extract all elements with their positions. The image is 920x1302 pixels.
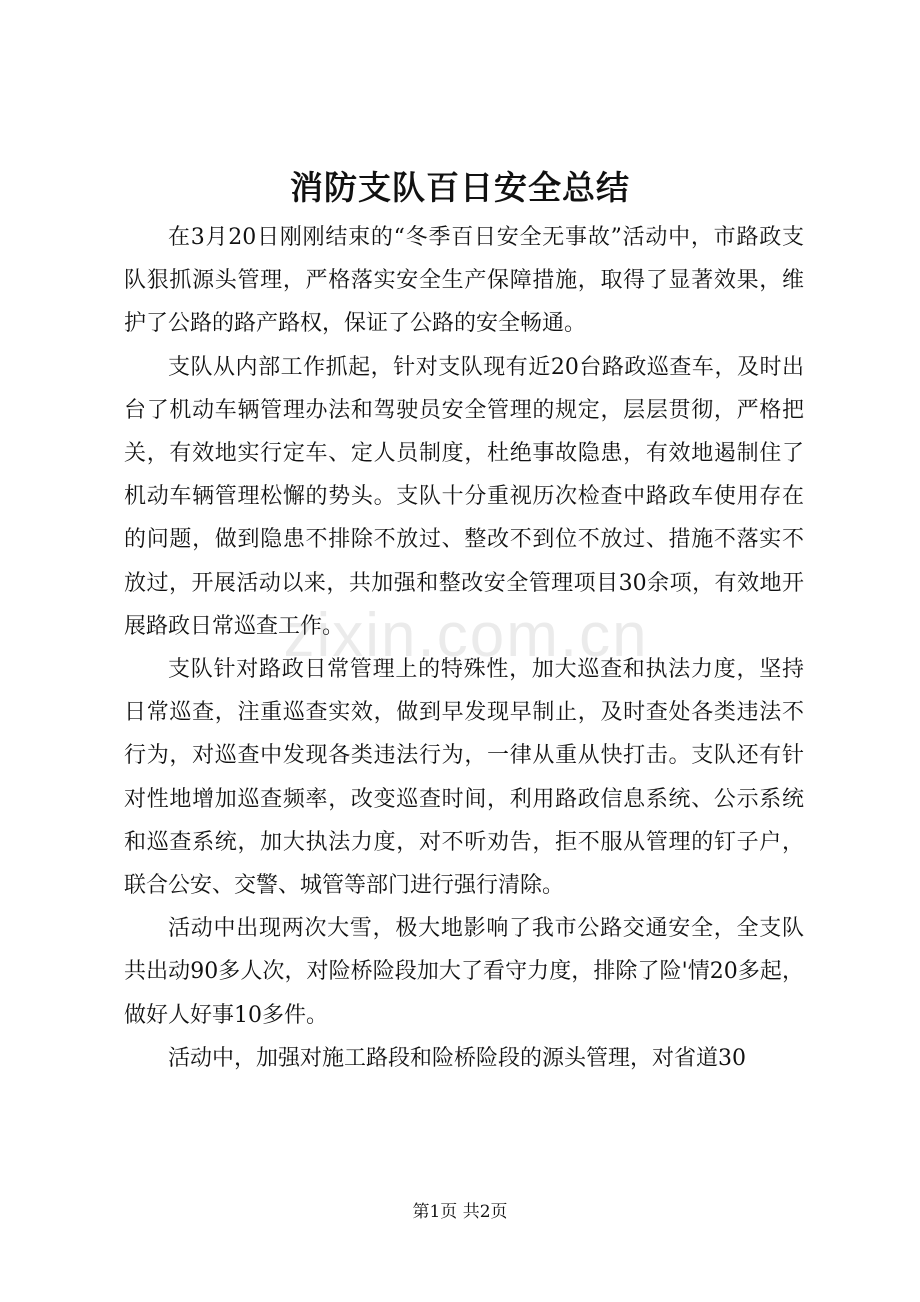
paragraph-5: 活动中，加强对施工路段和险桥险段的源头管理，对省道30 [168,1045,746,1071]
paragraph-1: 在3月20日刚刚结束的“冬季百日安全无事故”活动中，市路政支队狠抓源头管理，严格落实安全生产保障措施，取得了显著效果，维护了公路的路产路权，保证了公路的安全畅通。 [124,225,804,337]
paragraph-3: 支队针对路政日常管理上的特殊性，加大巡查和执法力度，坚持日常巡查，注重巡查实效，做到早发现早制止，及时查处各类违法不行为，对巡查中发现各类违法行为，一律从重从快打击。支队还有针对性地增加巡查频率，改变巡查时间，利用路政信息系统、公示系统和巡查系统，加大执法力度，对不听劝告，拒不服从管理的钉子户，联合公安、交警、城管等部门进行强行清除。 [124,657,804,899]
page-footer: 第1页 共2页 [412,1202,508,1222]
paragraph-2: 支队从内部工作抓起，针对支队现有近20台路政巡查车，及时出台了机动车辆管理办法和驾驶员安全管理的规定，层层贯彻，严格把关，有效地实行定车、定人员制度，杜绝事故隐患，有效地遏制住了机动车辆管理松懈的势头。支队十分重视历次检查中路政车使用存在的问题，做到隐患不排除不放过、整改不到位不放过、措施不落实不放过，开展活动以来，共加强和整改安全管理项目30余项，有效地开展路政日常巡查工作。 [124,354,804,639]
paragraph-4: 活动中出现两次大雪，极大地影响了我市公路交通安全，全支队共出动90多人次，对险桥险段加大了看守力度，排除了险'情20多起，做好人好事10多件。 [124,916,804,1028]
watermark: zixin.com.cn [283,601,649,670]
document-title: 消防支队百日安全总结 [290,168,630,207]
document-body [124,216,804,1080]
